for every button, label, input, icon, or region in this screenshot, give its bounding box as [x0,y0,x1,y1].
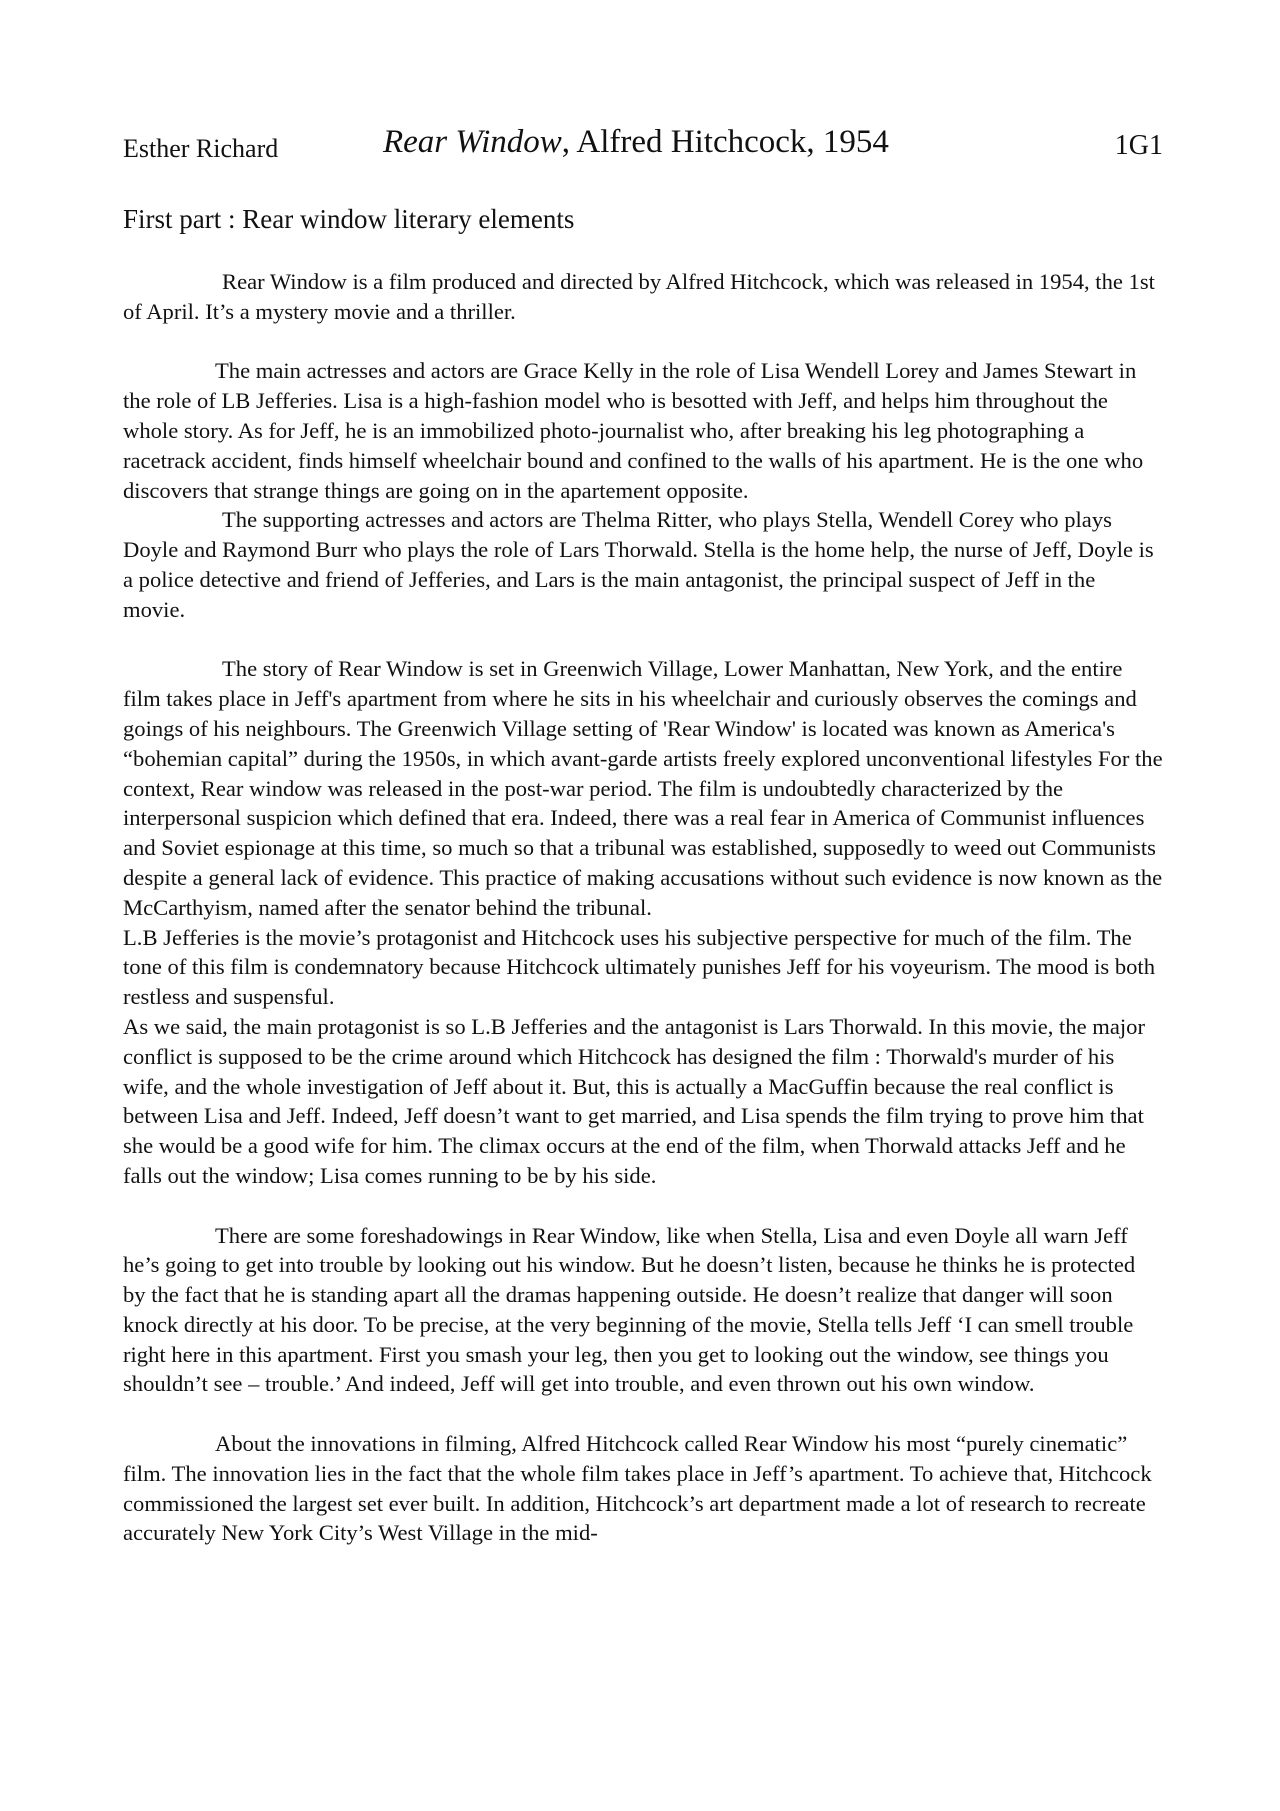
paragraph [123,356,1163,505]
section-title: First part : Rear window literary elements [123,204,575,234]
title-rest: , Alfred Hitchcock, 1954 [561,124,889,160]
author-name: Esther Richard [123,134,279,163]
paragraph [123,923,1163,1012]
paragraph [123,1429,1163,1548]
paragraph-text: The story of Rear Window is set in Greenwich Village, Lower Manhattan, New York, and the entire film takes place in Jeff's apartment from where he sits in his wheelchair and curiously observes the comings and goings of his neighbours. The Greenwich Village setting of 'Rear Window' is located was known as America's “bohemian capital” during the 1950s, in which avant-garde artists freely explored unconventional lifestyles For the context, Rear window was released in the post-war period. The film is undoubtedly characterized by the interpersonal suspicion which defined that era. Indeed, there was a real fear in America of Communist influences and Soviet espionage at this time, so much so that a tribunal was established, supposedly to weed out Communists despite a general lack of evidence. This practice of making accusations without such evidence is now known as the McCarthyism, named after the senator behind the tribunal. [123,656,1163,920]
paragraph [123,1012,1163,1191]
paragraph-text: There are some foreshadowings in Rear Window, like when Stella, Lisa and even Doyle all warn Jeff he’s going to get into trouble by looking out his window. But he doesn’t listen, because he thinks he is protected by the fact that he is standing apart all the dramas happening outside. He doesn’t realize that danger will soon knock directly at his door. To be precise, at the very beginning of the movie, Stella tells Jeff ‘I can smell trouble right here in this apartment. First you smash your leg, then you get to looking out the window, see things you shouldn’t see – trouble.’ And indeed, Jeff will get into trouble, and even thrown out his own window. [123,1222,1136,1397]
paragraph [123,654,1163,922]
paragraph-text: The main actresses and actors are Grace Kelly in the role of Lisa Wendell Lorey and James Stewart in the role of LB Jefferies. Lisa is a high-fashion model who is besotted with Jeff, and helps him throughout the whole story. As for Jeff, he is an immobilized photo-journalist who, after breaking his leg photographing a racetrack accident, finds himself wheelchair bound and confined to the walls of his apartment. He is the one who discovers that strange things are going on in the apartement opposite. [123,358,1144,503]
body-text [123,267,1163,1548]
paragraph-text: Rear Window is a film produced and directed by Alfred Hitchcock, which was released in 1954, the 1st of April. It’s a mystery movie and a thriller. [123,269,1155,324]
document-title [383,124,889,161]
film-title: Rear Window [383,124,562,160]
class-code: 1G1 [1114,130,1163,161]
paragraph [123,1221,1163,1400]
paragraph [123,505,1163,624]
paragraph-text: The supporting actresses and actors are Thelma Ritter, who plays Stella, Wendell Corey who plays Doyle and Raymond Burr who plays the role of Lars Thorwald. Stella is the home help, the nurse of Jeff, Doyle is a police detective and friend of Jefferies, and Lars is the main antagonist, the principal suspect of Jeff in the movie. [123,507,1154,622]
page-header [123,124,1163,164]
paragraph-text: L.B Jefferies is the movie’s protagonist and Hitchcock uses his subjective perspective for much of the film. The tone of this film is condemnatory because Hitchcock ultimately punishes Jeff for his voyeurism. The mood is both restless and suspensful. [123,924,1156,1010]
paragraph [123,267,1163,327]
paragraph-text: About the innovations in filming, Alfred Hitchcock called Rear Window his most “purely cinematic” film. The innovation lies in the fact that the whole film takes place in Jeff’s apartment. To achieve that, Hitchcock commissioned the largest set ever built. In addition, Hitchcock’s art department made a lot of research to recreate accurately New York City’s West Village in the mid- [123,1431,1152,1546]
paragraph-text: As we said, the main protagonist is so L.B Jefferies and the antagonist is Lars Thorwald. In this movie, the major conflict is supposed to be the crime around which Hitchcock has designed the film : Thorwald's murder of his wife, and the whole investigation of Jeff about it. But, this is actually a MacGuffin because the real conflict is between Lisa and Jeff. Indeed, Jeff doesn’t want to get married, and Lisa spends the film trying to prove him that she would be a good wife for him. The climax occurs at the end of the film, when Thorwald attacks Jeff and he falls out the window; Lisa comes running to be by his side. [123,1013,1145,1188]
